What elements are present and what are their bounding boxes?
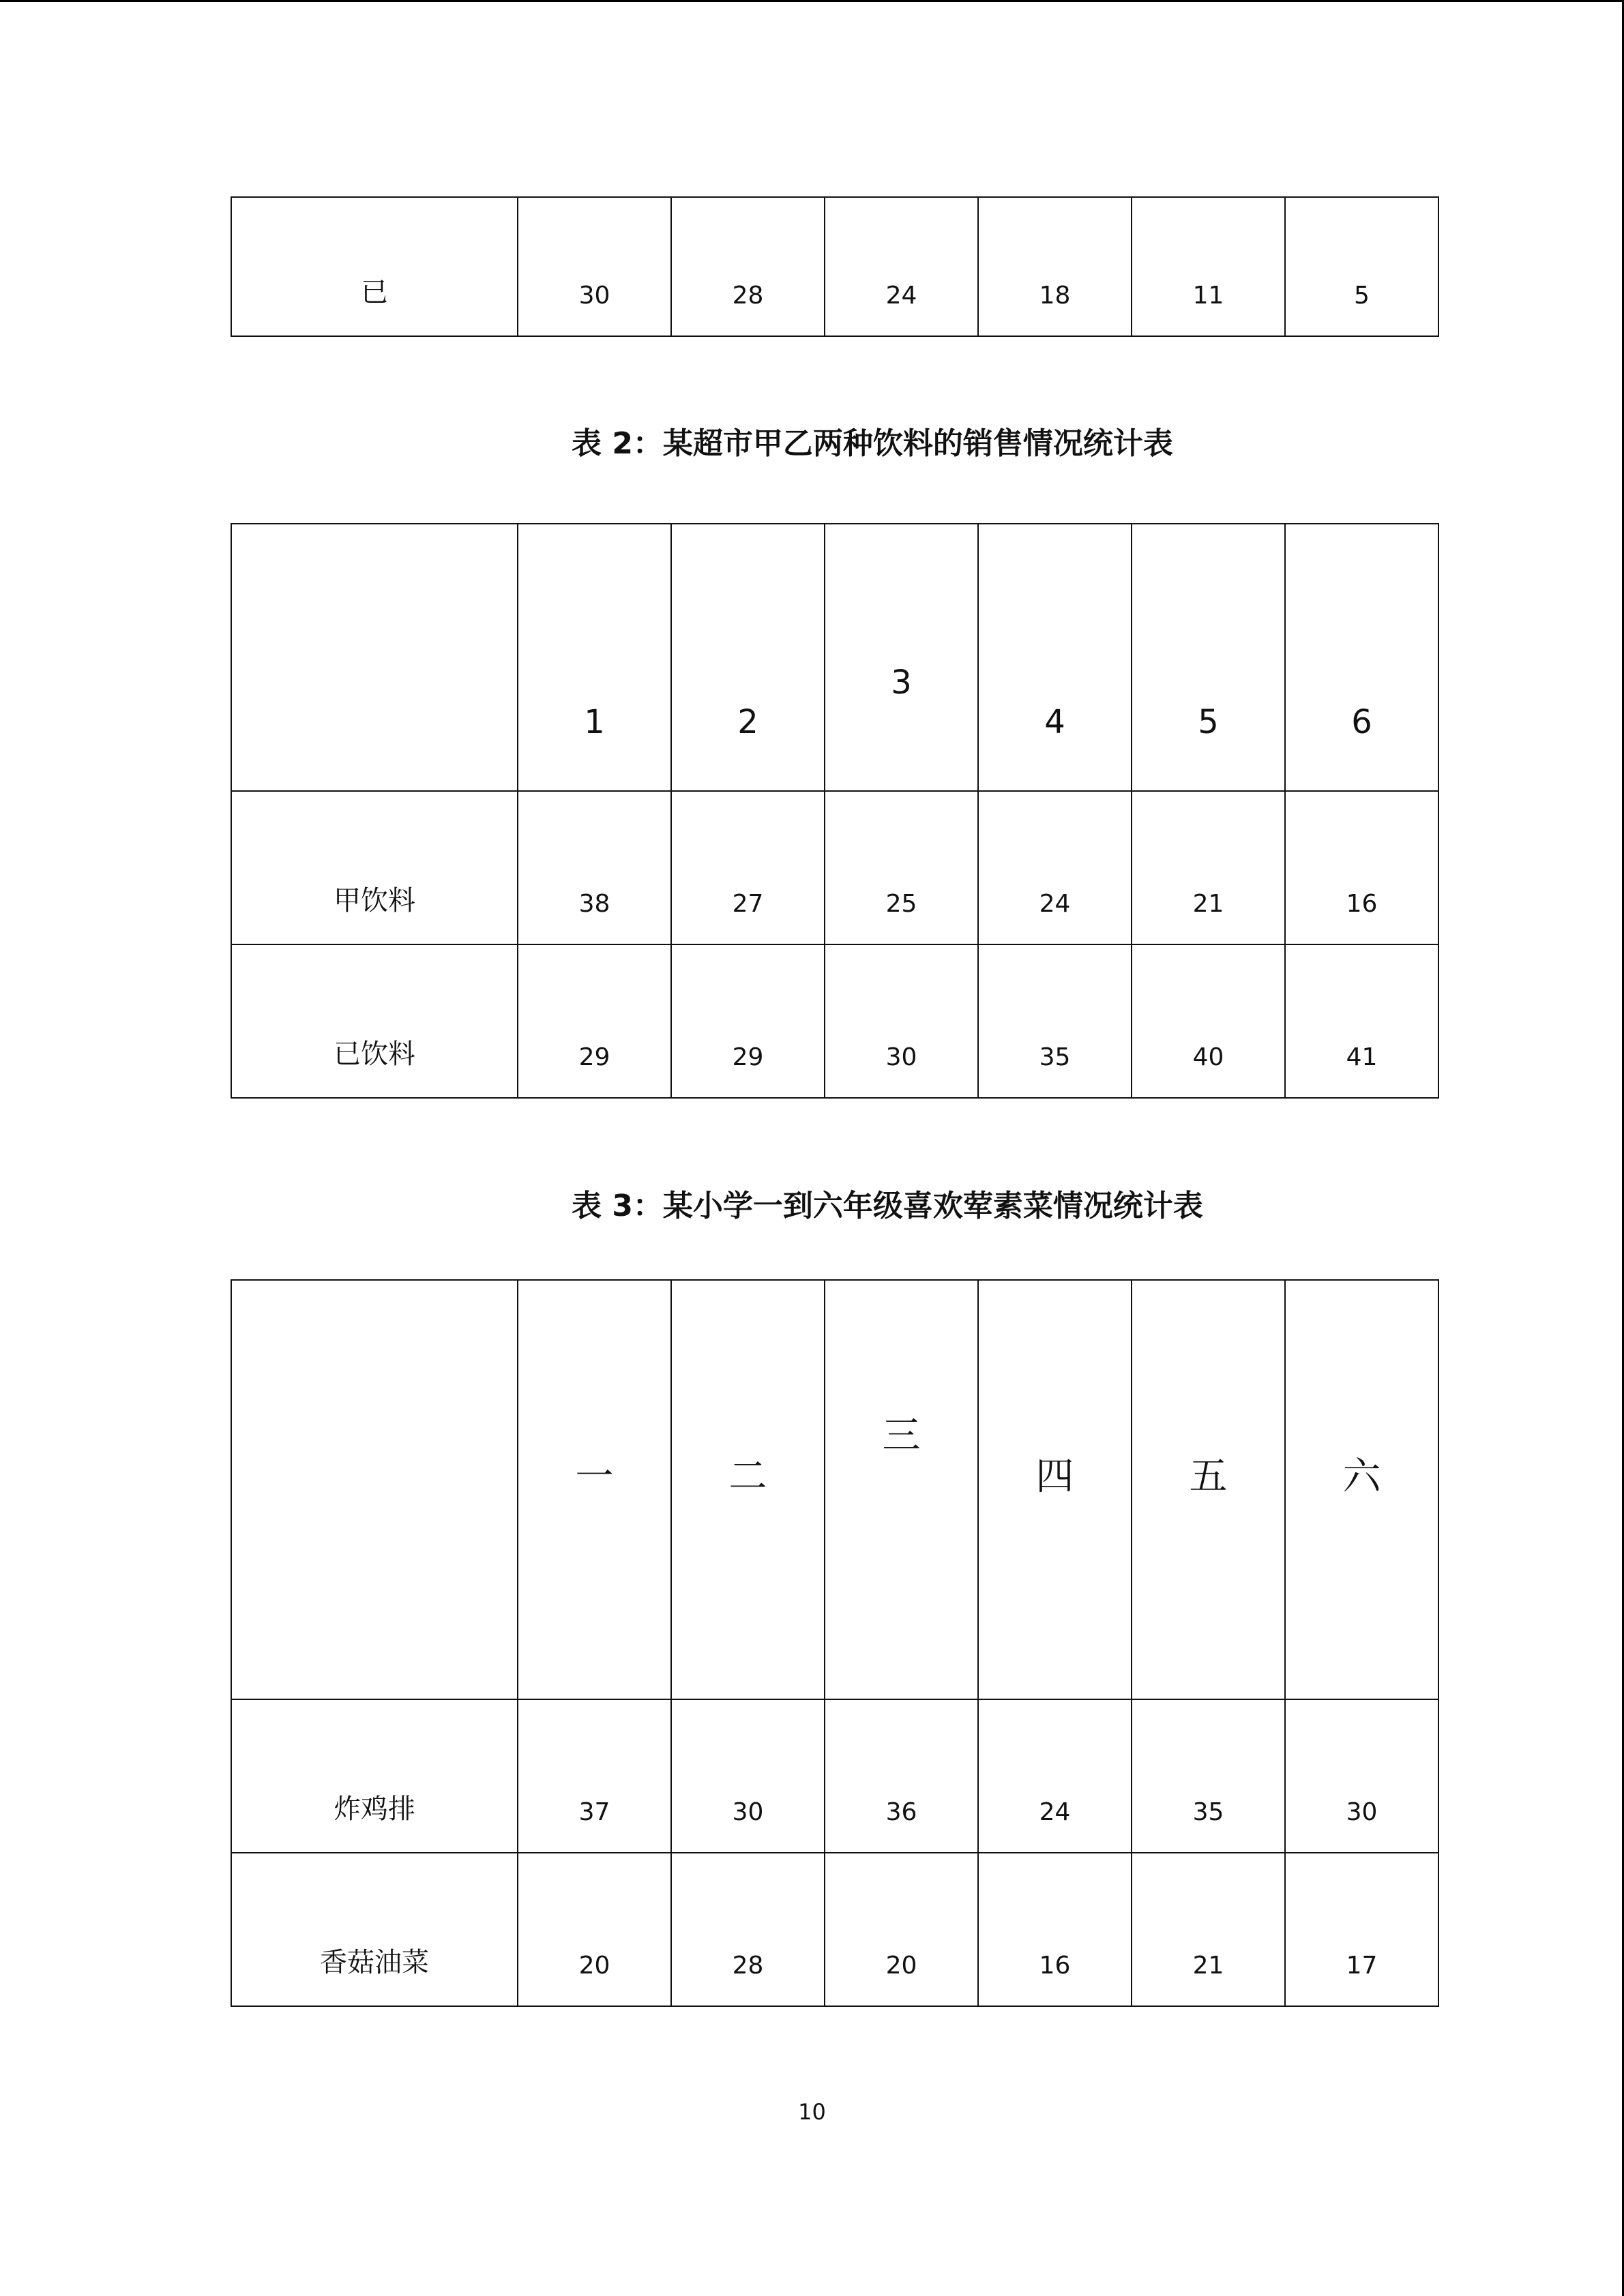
table-cell: 38 bbox=[518, 791, 671, 944]
table-cell: 24 bbox=[978, 1699, 1132, 1853]
header-corner-cell bbox=[231, 1280, 518, 1699]
table-cell: 29 bbox=[518, 944, 671, 1098]
table-cell: 30 bbox=[825, 944, 978, 1098]
table-cell: 37 bbox=[518, 1699, 671, 1853]
table-3-title: 表 3：某小学一到六年级喜欢荤素菜情况统计表 bbox=[572, 1189, 1203, 1223]
row-label: 香菇油菜 bbox=[231, 1853, 518, 2006]
row-label: 甲饮料 bbox=[231, 791, 518, 944]
header-cell: 四 bbox=[978, 1280, 1132, 1699]
table-cell: 11 bbox=[1132, 197, 1285, 336]
table-cell: 5 bbox=[1285, 197, 1438, 336]
row-label: 已饮料 bbox=[231, 944, 518, 1098]
table-cell: 25 bbox=[825, 791, 978, 944]
header-corner-cell bbox=[231, 524, 518, 791]
row-label: 炸鸡排 bbox=[231, 1699, 518, 1853]
header-cell: 6 bbox=[1285, 524, 1438, 791]
table-2 bbox=[231, 523, 1439, 1099]
table-2-title: 表 2：某超市甲乙两种饮料的销售情况统计表 bbox=[572, 426, 1173, 461]
header-cell: 1 bbox=[518, 524, 671, 791]
header-cell: 5 bbox=[1132, 524, 1285, 791]
table-row bbox=[231, 197, 1438, 336]
table-cell: 35 bbox=[1132, 1699, 1285, 1853]
table-row bbox=[231, 791, 1438, 944]
header-cell: 3 bbox=[825, 524, 978, 791]
table-cell: 21 bbox=[1132, 791, 1285, 944]
table-cell: 16 bbox=[1285, 791, 1438, 944]
table-cell: 27 bbox=[671, 791, 825, 944]
table-cell: 30 bbox=[1285, 1699, 1438, 1853]
header-cell: 4 bbox=[978, 524, 1132, 791]
table-cell: 29 bbox=[671, 944, 825, 1098]
row-label: 已 bbox=[231, 197, 518, 336]
table-row bbox=[231, 1853, 1438, 2006]
header-cell: 三 bbox=[825, 1280, 978, 1699]
table-cell: 21 bbox=[1132, 1853, 1285, 2006]
header-cell: 一 bbox=[518, 1280, 671, 1699]
table-cell: 36 bbox=[825, 1699, 978, 1853]
header-cell: 六 bbox=[1285, 1280, 1438, 1699]
table-cell: 18 bbox=[978, 197, 1132, 336]
table-row bbox=[231, 944, 1438, 1098]
table-cell: 16 bbox=[978, 1853, 1132, 2006]
table-cell: 17 bbox=[1285, 1853, 1438, 2006]
table-cell: 40 bbox=[1132, 944, 1285, 1098]
table-header-row bbox=[231, 1280, 1438, 1699]
table-cell: 30 bbox=[518, 197, 671, 336]
header-cell: 五 bbox=[1132, 1280, 1285, 1699]
table-cell: 24 bbox=[825, 197, 978, 336]
table-cell: 20 bbox=[518, 1853, 671, 2006]
table-1-continued bbox=[231, 196, 1439, 337]
header-cell: 二 bbox=[671, 1280, 825, 1699]
table-row bbox=[231, 1699, 1438, 1853]
table-cell: 28 bbox=[671, 1853, 825, 2006]
table-cell: 20 bbox=[825, 1853, 978, 2006]
page-top-border bbox=[0, 0, 1624, 2]
table-cell: 30 bbox=[671, 1699, 825, 1853]
header-cell: 2 bbox=[671, 524, 825, 791]
table-cell: 35 bbox=[978, 944, 1132, 1098]
table-cell: 41 bbox=[1285, 944, 1438, 1098]
table-cell: 28 bbox=[671, 197, 825, 336]
table-header-row bbox=[231, 524, 1438, 791]
table-cell: 24 bbox=[978, 791, 1132, 944]
page-number: 10 bbox=[798, 2099, 826, 2125]
table-3 bbox=[231, 1279, 1439, 2007]
